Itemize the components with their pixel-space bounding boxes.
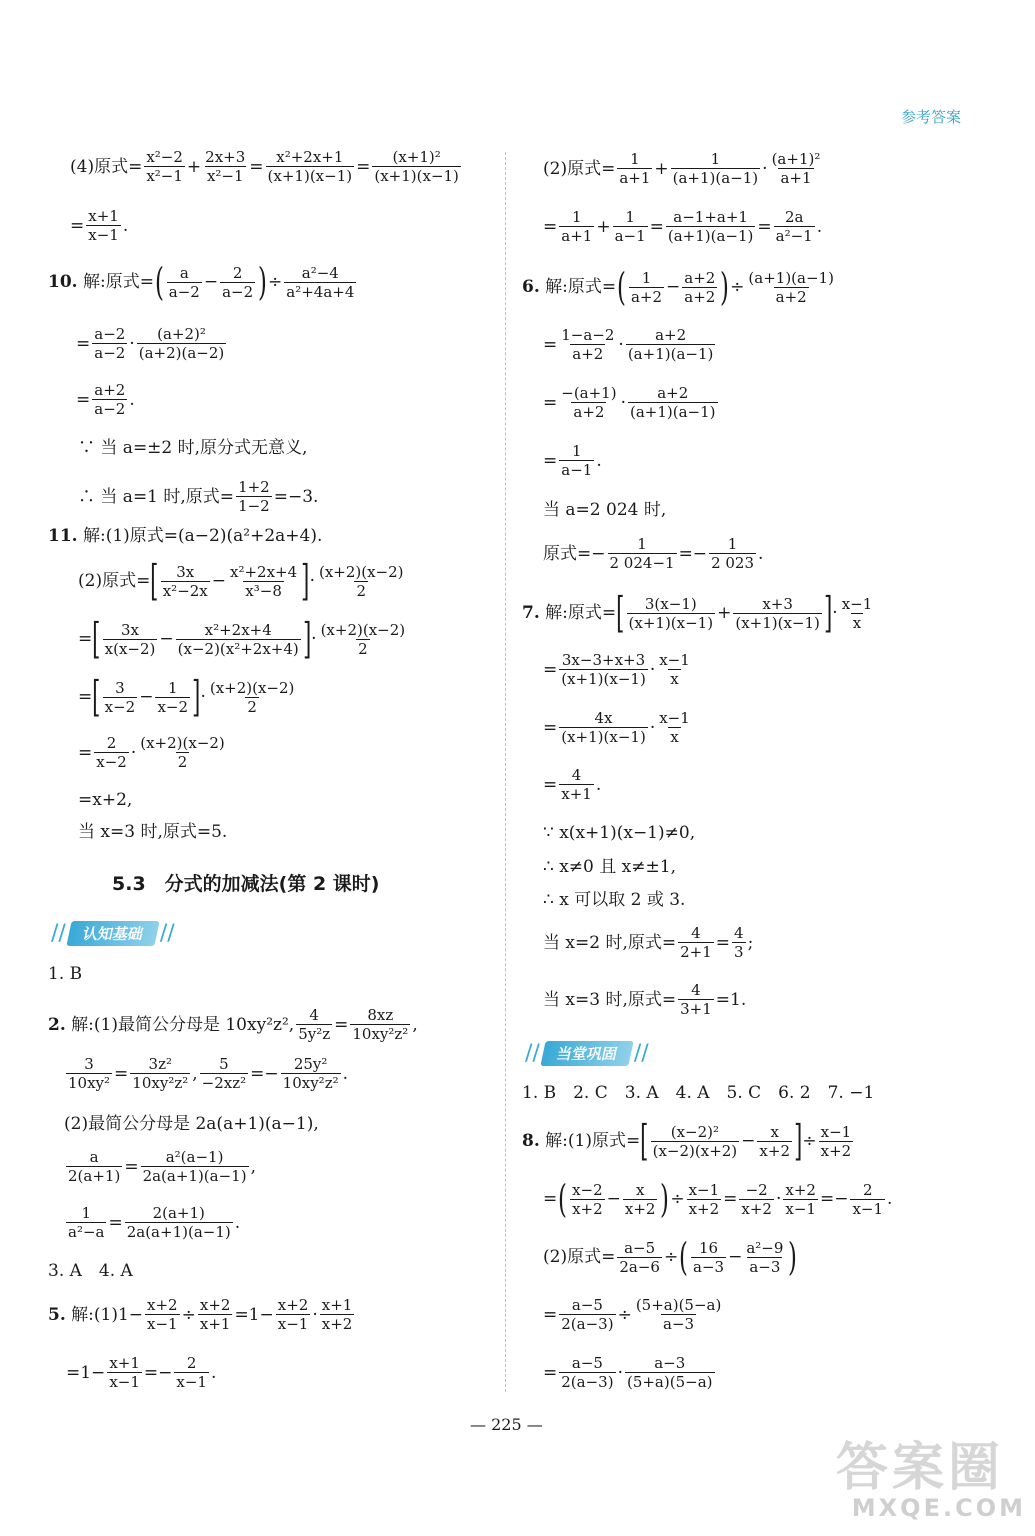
header-label: 参考答案 (900, 108, 961, 126)
section-title: 5.3 分式的加减法(第 2 课时) (112, 873, 380, 895)
q10-line2: = $\frac{a-2}{a-2}$ · $\frac{\text{(a+2)²}}{(a+2)(a-2)}$ (76, 325, 225, 362)
q10-line5: ∴ 当 a=1 时,原式= $\frac{1+2}{1-2}$ =−3. (78, 478, 319, 515)
q11-line5: = $\frac{2}{x-2}$ · $\frac{(x+2)(x-2)}{2}$ (78, 734, 225, 771)
q7-line2: = $\frac{3x-3+x+3}{(x+1)(x-1)}$ · $\frac{x-1}{x}$ (543, 651, 690, 688)
q2-line3: (2)最简公分母是 2a(a+1)(a−1), (64, 1114, 319, 1134)
q6-line3: = $\frac{-(a+1)}{a+2}$ · $\frac{a+2}{(a+1)(a-1)}$ (543, 384, 716, 421)
p1-answer: 1. B (48, 964, 83, 984)
watermark-logo (836, 1438, 1026, 1530)
q2-line1: 2. 解:(1)最简公分母是 10xy²z², $\frac{4}{\text{5y²z}}$ = $\frac{8xz}{\text{10xy²z²}}$ , (48, 1006, 418, 1043)
q6-line1: 6. 解:原式= ( $\frac{1}{a+2}$ − $\frac{a+2}{a+2}$ ) ÷ $\frac{(a+1)(a-1)}{a+2}$ (522, 265, 834, 309)
q7-line3: = $\frac{4x}{(x+1)(x-1)}$ · $\frac{x-1}{x}$ (543, 709, 690, 746)
q7-line1: 7. 解:原式= [ $\frac{3(x-1)}{(x+1)(x-1)}$ + $\frac{x+3}{(x+1)(x-1)}$ ] · $\frac{x-1}{x}$ (522, 588, 873, 637)
watermark-text: 答案圈 (836, 1438, 1005, 1498)
q10-line4: ∵ 当 a=±2 时,原分式无意义, (78, 438, 308, 458)
q7-line8: 当 x=2 时,原式= $\frac{4}{2+1}$ = $\frac{4}{3}$ ; (543, 924, 754, 961)
q11-line6: =x+2, (78, 790, 133, 810)
q5-2-line1: (2)原式= $\frac{1}{a+1}$ + $\frac{1}{(a+1)(a-1)}$ · $\frac{\text{(a+1)²}}{a+1}$ (543, 150, 821, 187)
column-divider (505, 152, 506, 1392)
q8-line5: = $\frac{a-5}{2(a-3)}$ · $\frac{a-3}{(5+a)(5-a)}$ (543, 1354, 713, 1391)
q11-line4: = [ $\frac{3}{x-2}$ − $\frac{1}{x-2}$ ] · $\frac{(x+2)(x-2)}{2}$ (78, 672, 295, 721)
p3-4-answers: 3. A 4. A (48, 1261, 133, 1281)
q8-line1: 8. 解:(1)原式= [ $\frac{\text{(x−2)²}}{(x-2)(x+2)}$ − $\frac{x}{x+2}$ ] ÷ $\frac{x-1}{x+2}$ (522, 1116, 852, 1165)
banner-basics-label: 认知基础 (66, 921, 159, 946)
page-number: — 225 — (470, 1415, 543, 1434)
q9-4-line1: (4)原式= $\frac{\text{x²−2}}{\text{x²−1}}$ + $\frac{2x+3}{\text{x²−1}}$ = $\frac{\text{x²+2x+1}}{(x+1)(x-1)}$ = $\frac{\text{(x+1)²}}{(x+1)(x-1)}$ (70, 148, 459, 185)
q5-line1: 5. 解:(1)1− $\frac{x+2}{x-1}$ ÷ $\frac{x+2}{x+1}$ =1− $\frac{x+2}{x-1}$ · $\frac{x+1}{x+2}$ (48, 1296, 353, 1333)
q9-4-line2: = $\frac{x+1}{x-1}$ . (70, 207, 129, 244)
banner-practice-label: 当堂巩固 (540, 1041, 633, 1066)
banner-practice: // 当堂巩固 // (525, 1040, 649, 1066)
q8-line4: = $\frac{a-5}{2(a-3)}$ ÷ $\frac{(5+a)(5-a)}{a-3}$ (543, 1296, 722, 1333)
q10-line3: = $\frac{a+2}{a-2}$ . (76, 381, 135, 418)
q11-line3: = [ $\frac{3x}{x(x-2)}$ − $\frac{\text{x²+2x+4}}{\text{(x−2)(x²+2x+4)}}$ ] · $\frac{(x+2)(x-2)}{2}$ (78, 614, 406, 663)
q8-line2: = ( $\frac{x-2}{x+2}$ − $\frac{x}{x+2}$ ) ÷ $\frac{x-1}{x+2}$ = $\frac{-2}{x+2}$ · $\frac{x+2}{x-1}$ =− $\frac{2}{x-1}$ . (543, 1177, 893, 1221)
q7-line7: ∴ x 可以取 2 或 3. (543, 890, 686, 910)
q2-line5: $\frac{1}{\text{a²−a}}$ = $\frac{2(a+1)}{2a(a+1)(a-1)}$ . (68, 1204, 241, 1241)
q6-line4: = $\frac{1}{a-1}$ . (543, 442, 602, 479)
q2-line4: $\frac{a}{2(a+1)}$ = $\frac{\text{a²(a−1)}}{2a(a+1)(a-1)}$ , (68, 1148, 256, 1185)
watermark-url: MXQE.COM (851, 1494, 1026, 1522)
q11-line1: 11. 解:(1)原式=(a−2)(a²+2a+4). (48, 526, 323, 546)
banner-basics: // 认知基础 // (51, 920, 175, 946)
q6-line2: = $\frac{1-a-2}{a+2}$ · $\frac{a+2}{(a+1)(a-1)}$ (543, 326, 714, 363)
q11-line7: 当 x=3 时,原式=5. (78, 822, 228, 842)
q8-line3: (2)原式= $\frac{a-5}{2a-6}$ ÷ ( $\frac{16}{a-3}$ − $\frac{\text{a²−9}}{a-3}$ ) (543, 1235, 798, 1279)
q7-line9: 当 x=3 时,原式= $\frac{4}{3+1}$ =1. (543, 981, 747, 1018)
q7-line4: = $\frac{4}{x+1}$ . (543, 766, 602, 803)
q7-line6: ∴ x≠0 且 x≠±1, (543, 857, 676, 877)
q11-line2: (2)原式= [ $\frac{3x}{\text{x²−2x}}$ − $\frac{\text{x²+2x+4}}{\text{x³−8}}$ ] · $\frac{(x+2)(x-2)}{2}$ (78, 556, 404, 605)
q6-line5: 当 a=2 024 时, (543, 500, 667, 520)
q2-line2: $\frac{3}{\text{10xy²}}$ = $\frac{\text{3z²}}{\text{10xy²z²}}$ , $\frac{5}{\text{−2xz²}}$ =− $\frac{\text{25y²}}{\text{10xy²z²}}$ . (68, 1055, 349, 1092)
q6-line6: 原式= − $\frac{1}{2 024-1}$ =− $\frac{1}{2 023}$ . (543, 535, 764, 572)
q5-2-line2: = $\frac{1}{a+1}$ + $\frac{1}{a-1}$ = $\frac{a-1+a+1}{(a+1)(a-1)}$ = $\frac{2a}{\text{a²−1}}$ . (543, 208, 823, 245)
q7-line5: ∵ x(x+1)(x−1)≠0, (543, 823, 696, 843)
p1-7-answers: 1. B 2. C 3. A 4. A 5. C 6. 2 7. −1 (522, 1083, 875, 1103)
q10-line1: 10. 解:原式= ( $\frac{a}{a-2}$ − $\frac{2}{a-2}$ ) ÷ $\frac{\text{a²−4}}{\text{a²+4a+4}}$ (48, 260, 355, 304)
q5-line2: =1− $\frac{x+1}{x-1}$ =− $\frac{2}{x-1}$ . (66, 1354, 217, 1391)
